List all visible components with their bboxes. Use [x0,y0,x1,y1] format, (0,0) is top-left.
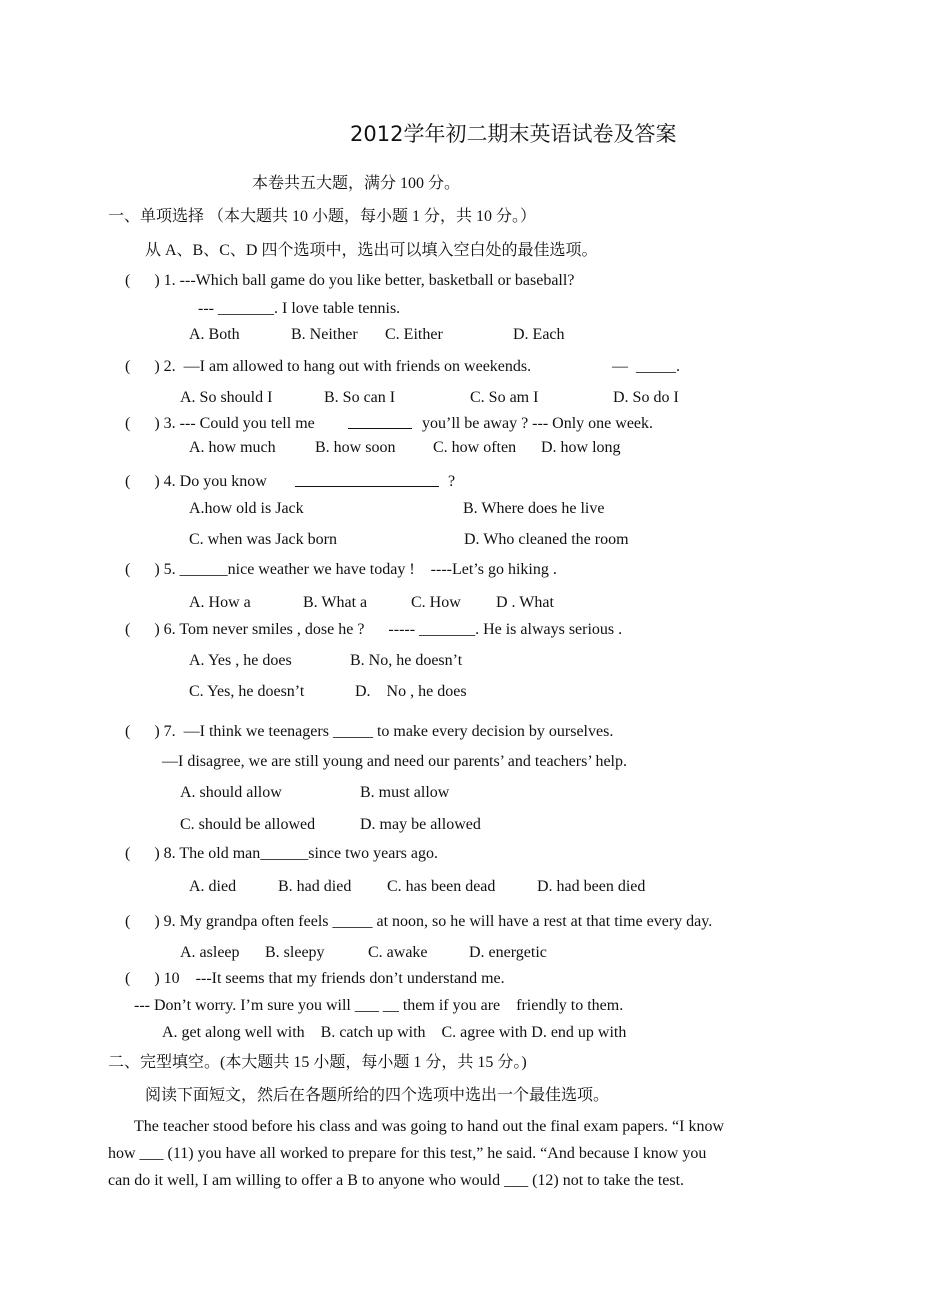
q9-stem: ( ) 9. My grandpa often feels _____ at noon, so he will have a rest at that time every day. [125,913,713,930]
q6-stem: ( ) 6. Tom never smiles , dose he ? ----- _______. He is always serious . [125,621,623,638]
q7-stem: ( ) 7. —I think we teenagers _____ to make every decision by ourselves. [125,723,614,740]
q7-line2: —I disagree, we are still young and need our parents’ and teachers’ help. [162,753,627,770]
q4-blank [295,472,439,487]
q2-option-c: C. So am I [470,389,539,406]
q9-option-b: B. sleepy [265,944,325,961]
q10-line2: --- Don’t worry. I’m sure you will ___ __ them if you are friendly to them. [134,997,624,1014]
q3-option-b: B. how soon [315,439,396,456]
q10-options: A. get along well with B. catch up with C. agree with D. end up with [162,1024,627,1041]
q3-option-c: C. how often [433,439,517,456]
q1-line2: --- _______. I love table tennis. [198,300,401,317]
q5-stem: ( ) 5. ______nice weather we have today ! ----Let’s go hiking . [125,561,557,578]
passage-line-2: how ___ (11) you have all worked to prepare for this test,” he said. “And because I know you [108,1145,707,1162]
q8-option-d: D. had been died [537,878,646,895]
section2-instruction: 阅读下面短文，然后在各题所给的四个选项中选出一个最佳选项。 [145,1087,610,1104]
q4-stem: ( ) 4. Do you know [125,473,267,490]
passage-line-1: The teacher stood before his class and was going to hand out the final exam papers. “I know [134,1118,725,1135]
q1-option-a: A. Both [189,326,240,343]
q3-option-d: D. how long [541,439,621,456]
exam-intro: 本卷共五大题，满分 100 分。 [252,175,461,192]
q4-stem-end: ? [448,473,456,490]
q5-option-c: C. How [411,594,461,611]
q3-stem-end: you’ll be away ? --- Only one week. [422,415,654,432]
q5-option-d: D . What [496,594,554,611]
q9-option-c: C. awake [368,944,428,961]
q2-option-b: B. So can I [324,389,396,406]
q1-option-c: C. Either [385,326,443,343]
q2-stem: ( ) 2. —I am allowed to hang out with friends on weekends. [125,358,532,375]
q5-option-b: B. What a [303,594,368,611]
q4-option-b: B. Where does he live [463,500,605,517]
q8-option-c: C. has been dead [387,878,496,895]
page-title: 2012学年初二期末英语试卷及答案 [350,122,677,146]
q6-option-d: D. No , he does [355,683,467,700]
q2-option-d: D. So do I [613,389,679,406]
q8-option-b: B. had died [278,878,352,895]
q10-stem: ( ) 10 ---It seems that my friends don’t understand me. [125,970,505,987]
q6-option-a: A. Yes , he does [189,652,292,669]
q6-option-b: B. No, he doesn’t [350,652,463,669]
section2-heading: 二、完型填空。(本大题共 15 小题，每小题 1 分，共 15 分。) [108,1054,527,1071]
q9-option-a: A. asleep [180,944,240,961]
q7-option-b: B. must allow [360,784,450,801]
q2-option-a: A. So should I [180,389,273,406]
q7-option-c: C. should be allowed [180,816,316,833]
passage-line-3: can do it well, I am willing to offer a B to anyone who would ___ (12) not to take the test. [108,1172,685,1189]
q7-option-a: A. should allow [180,784,282,801]
q4-option-a: A.how old is Jack [189,500,304,517]
q8-option-a: A. died [189,878,237,895]
q3-stem: ( ) 3. --- Could you tell me [125,415,315,432]
q4-option-c: C. when was Jack born [189,531,337,548]
section1-heading: 一、单项选择 （本大题共 10 小题，每小题 1 分，共 10 分。） [108,208,537,225]
q1-stem: ( ) 1. ---Which ball game do you like better, basketball or baseball? [125,272,575,289]
q2-stem-reply: — _____. [612,358,680,375]
q8-stem: ( ) 8. The old man______since two years ago. [125,845,438,862]
section1-instruction: 从 A、B、C、D 四个选项中，选出可以填入空白处的最佳选项。 [145,242,598,259]
q5-option-a: A. How a [189,594,251,611]
q7-option-d: D. may be allowed [360,816,481,833]
q3-option-a: A. how much [189,439,276,456]
q1-option-d: D. Each [513,326,565,343]
q9-option-d: D. energetic [469,944,547,961]
q3-blank [348,414,412,429]
q1-option-b: B. Neither [291,326,358,343]
q6-option-c: C. Yes, he doesn’t [189,683,305,700]
q4-option-d: D. Who cleaned the room [464,531,629,548]
